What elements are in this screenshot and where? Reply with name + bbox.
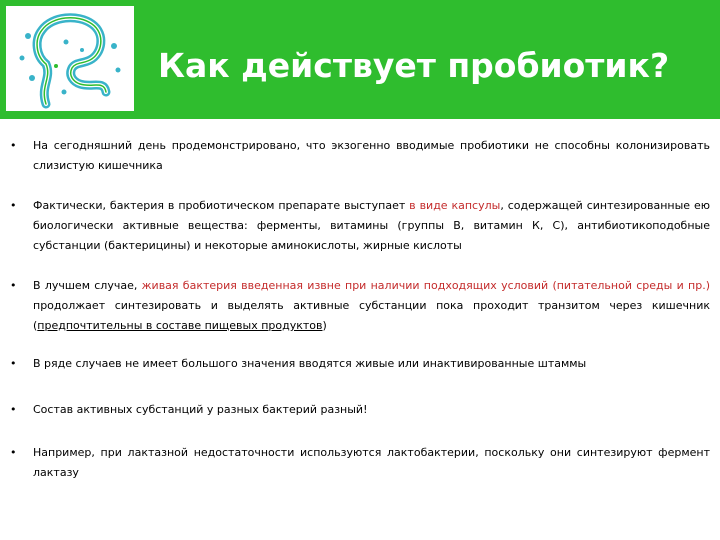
bullet-text: В лучшем случае, живая бактерия введенная извне при наличии подходящих условий (питательной среды и пр.) продолжает синтезировать и выделять активные субстанции пока проходит транзитом через кишечник (предпочтительны в составе пищевых продуктов) xyxy=(33,279,710,332)
bullet-text: В ряде случаев не имеет большого значения вводятся живые или инактивированные штаммы xyxy=(33,357,587,370)
bullet-dot: • xyxy=(10,279,17,292)
slide-title: Как действует пробиотик? xyxy=(158,46,670,85)
title-banner xyxy=(0,0,720,119)
bullet-text: Фактически, бактерия в пробиотическом препарате выступает в виде капсулы, содержащей синтезированные ею биологически активные вещества: ферменты, витамины (группы В, витамин К, С), антибиотикоподобные субстанции (бактерицины) и некоторые аминокислоты, жирные кислоты xyxy=(33,199,710,252)
underlined-note: предпочтительны в составе пищевых продуктов xyxy=(37,319,323,332)
bullet-dot: • xyxy=(10,199,17,212)
intestine-logo xyxy=(6,6,134,111)
intestine-icon xyxy=(6,6,134,111)
highlight-red: в виде капсулы xyxy=(409,199,501,212)
bullet-dot: • xyxy=(10,446,17,459)
bullet-text: На сегодняшний день продемонстрировано, что экзогенно вводимые пробиотики не способны колонизировать слизистую кишечника xyxy=(33,139,710,172)
bullet-dot: • xyxy=(10,403,17,416)
bullet-dot: • xyxy=(10,139,17,152)
bullet-text: Например, при лактазной недостаточности используются лактобактерии, поскольку они синтезируют фермент лактазу xyxy=(33,446,710,479)
highlight-red: живая бактерия введенная извне при наличии подходящих условий (питательной среды и пр.) xyxy=(141,279,710,292)
bullet-text: Состав активных субстанций у разных бактерий разный! xyxy=(33,403,368,416)
bullet-dot: • xyxy=(10,357,17,370)
